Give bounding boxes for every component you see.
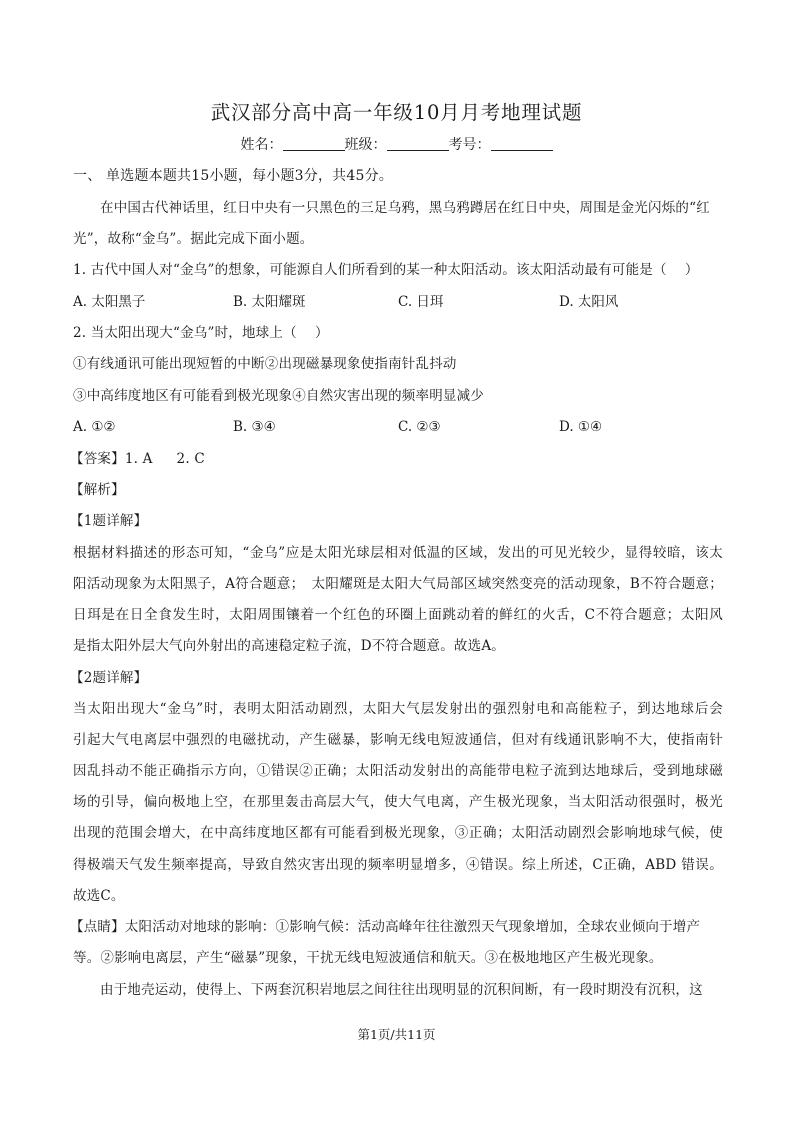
answer-tag: 【答案】 xyxy=(70,451,125,467)
q2-option-a: A. ①② xyxy=(73,419,116,435)
detail1-line-2: 阳活动现象为太阳黑子，A符合题意； 太阳耀斑是太阳大气局部区域突然变亮的活动现象，B不符合题意； xyxy=(73,576,723,592)
detail1-line-3: 日珥是在日全食发生时，太阳周围镶着一个红色的环圈上面跳动着的鲜红的火舌，C不符合题意；太阳风 xyxy=(73,607,723,623)
detail2-line-6: 得极端天气发生频率提高，导致自然灾害出现的频率明显增多，④错误。综上所述，C正确，ABD 错误。 xyxy=(73,857,723,873)
section-heading: 一、 单选题本题共15小题，每小题3分，共45分。 xyxy=(73,168,393,184)
question-1-stem: 1. 古代中国人对“金乌”的想象，可能源自人们所看到的某一种太阳活动。该太阳活动最有可能是（ ） xyxy=(73,262,699,278)
passage1-line-1: 在中国古代神话里，红日中央有一只黑色的三足乌鸦，黑乌鸦蹲居在红日中央，周围是金光闪烁的“红 xyxy=(100,200,710,216)
q1-option-d: D. 太阳风 xyxy=(559,294,619,310)
answer-line xyxy=(70,449,720,469)
detail2-line-7: 故选C。 xyxy=(73,888,125,904)
number-label: 考号： xyxy=(448,137,491,153)
note-tag: 【点睛】 xyxy=(70,919,125,935)
note-line-2: 等。②影响电离层，产生“磁暴”现象，干扰无线电短波通信和航天。③在极地地区产生极光现象。 xyxy=(73,950,663,966)
page-footer: 第1页/共11页 xyxy=(357,1027,436,1042)
answer-2: 2. C xyxy=(176,451,205,467)
student-info-line xyxy=(0,135,793,155)
name-blank[interactable] xyxy=(283,136,345,151)
q2-option-b: B. ③④ xyxy=(233,419,276,435)
page-title: 武汉部分高中高一年级10月月考地理试题 xyxy=(210,101,583,124)
passage2-line-1: 由于地壳运动，使得上、下两套沉积岩地层之间往往出现明显的沉积间断，有一段时期没有沉积，这 xyxy=(100,982,703,998)
q2-option-c: C. ②③ xyxy=(398,419,441,435)
detail2-tag: 【2题详解】 xyxy=(70,670,148,686)
passage1-line-2: 光”，故称“金乌”。据此完成下面小题。 xyxy=(73,231,314,247)
answer-1: 1. A xyxy=(124,451,153,467)
analysis-tag: 【解析】 xyxy=(70,482,125,498)
detail1-line-1: 根据材料描述的形态可知，“金乌”应是太阳光球层相对低温的区域，发出的可见光较少，显得较暗，该太 xyxy=(73,545,723,561)
detail1-tag: 【1题详解】 xyxy=(70,513,148,529)
note-line-1 xyxy=(70,917,723,937)
q1-option-c: C. 日珥 xyxy=(398,294,444,310)
class-label: 班级： xyxy=(344,137,387,153)
q1-option-b: B. 太阳耀斑 xyxy=(233,294,306,310)
detail2-line-5: 出现的范围会增大，在中高纬度地区都有可能看到极光现象，③正确；太阳活动剧烈会影响地球气候，使 xyxy=(73,825,723,841)
q2-statement-1: ①有线通讯可能出现短暂的中断②出现磁暴现象使指南针乱抖动 xyxy=(73,356,457,372)
detail2-line-4: 场的引导，偏向极地上空，在那里轰击高层大气，使大气电离，产生极光现象，当太阳活动很强时，极光 xyxy=(73,794,723,810)
detail2-line-2: 引起大气电离层中强烈的电磁扰动，产生磁暴，影响无线电短波通信，但对有线通讯影响不大，使指南针 xyxy=(73,732,723,748)
class-blank[interactable] xyxy=(387,136,449,151)
detail2-line-3: 因乱抖动不能正确指示方向，①错误②正确；太阳活动发射出的高能带电粒子流到达地球后，受到地球磁 xyxy=(73,763,723,779)
name-label: 姓名： xyxy=(240,137,283,153)
q1-option-a: A. 太阳黑子 xyxy=(73,294,146,310)
note-text-1: 太阳活动对地球的影响：①影响气候：活动高峰年往往激烈天气现象增加，全球农业倾向于增产 xyxy=(124,919,701,935)
q2-option-d: D. ①④ xyxy=(559,419,603,435)
question-2-stem: 2. 当太阳出现大“金乌”时，地球上（ ） xyxy=(73,325,329,341)
detail2-line-1: 当太阳出现大“金乌”时，表明太阳活动剧烈，太阳大气层发射出的强烈射电和高能粒子，到达地球后会 xyxy=(73,701,723,717)
number-blank[interactable] xyxy=(491,136,553,151)
detail1-line-4: 是指太阳外层大气向外射出的高速稳定粒子流，D不符合题意。故选A。 xyxy=(73,638,505,654)
q2-statement-2: ③中高纬度地区有可能看到极光现象④自然灾害出现的频率明显减少 xyxy=(73,388,484,404)
